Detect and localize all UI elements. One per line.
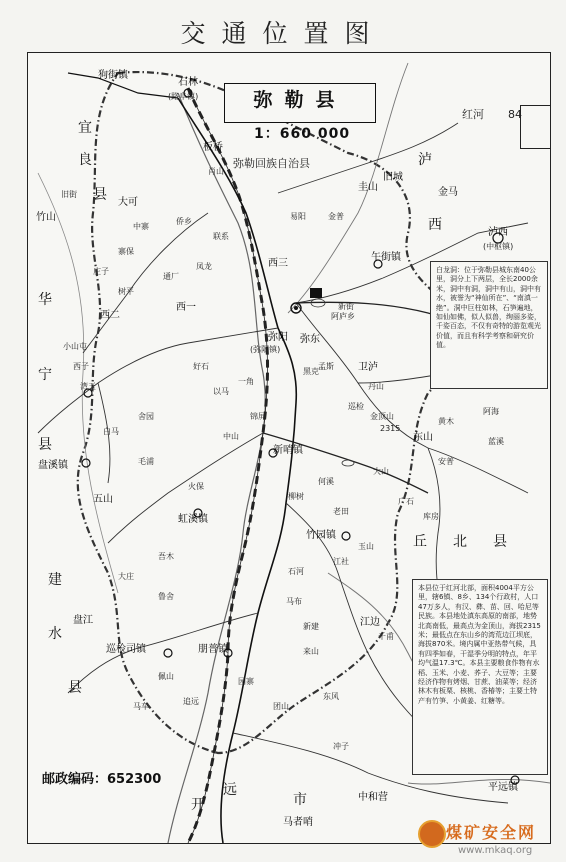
place-label: 小山屯 [63,342,87,351]
highway-main [178,98,296,843]
place-label: 虹溪镇 [178,514,208,525]
place-label: 玉山 [358,542,374,551]
place-label: 何溪 [318,477,334,486]
place-label: 马者哨 [283,817,313,828]
place-label: 湾玉 [80,382,96,391]
watermark-logo-icon [418,820,446,848]
scenic-note-box: 白龙洞：位于弥勒县城东南40公里，洞分上下两层，全长2000余米，洞中有洞，洞中有山，洞中有水，被誉为“神仙所在”、“南滇一绝”。洞中巨柱如林，石笋遍地，如仙如佛，似人似兽，绚丽多姿，千姿百态，不仅有奇特的游览观光价值，而且有科学考察和研究价值。 [430,261,548,389]
corner-box-label: 红河 [462,108,484,121]
place-label: 阿庐乡 [331,312,355,321]
place-label: 一角 [238,377,254,386]
place-label: 大山 [373,467,389,476]
place-label: 盘溪镇 [38,460,68,471]
place-label: 佩山 [158,672,174,681]
place-label: 舍园 [138,412,154,421]
place-label: 东山 [413,432,433,443]
place-label: 卫泸 [358,362,378,373]
watermark-text: 煤矿安全网 [446,823,537,842]
place-label: 千甫 [378,632,394,641]
place-label: 侨乡 [176,217,192,226]
place-label: 弥阳 [268,332,288,343]
place-label: (中枢镇) [483,242,514,251]
place-label: 来山 [303,647,319,656]
place-label: 弥东 [300,334,320,345]
place-label: 宜 [78,120,92,136]
place-label: 水 [48,626,62,642]
place-label: 华 [38,292,52,308]
title-box [224,83,376,123]
place-label: 泸西 [488,227,508,238]
place-label: 县 [93,187,107,203]
river-south [408,779,550,784]
place-label: 旧街 [61,190,77,199]
place-label: 肖山 [208,167,224,176]
place-label: 东风 [323,692,339,701]
place-label: 新哨镇 [273,445,303,456]
place-label: 弥勒回族自治县 [233,157,310,170]
place-label: 西子 [73,362,89,371]
place-label: 县 [68,680,82,696]
place-label: 庄子 [93,267,109,276]
place-label: 良 [78,152,92,168]
place-label: 孟斯 [318,362,334,371]
place-label: 远 [223,782,237,798]
place-label: 金马 [438,187,458,198]
place-label: 旧城 [383,172,403,183]
place-label: 北 [453,534,467,550]
page-title: 交通位置图 [180,19,386,48]
place-label: 黑克 [303,367,319,376]
place-label: 开 [191,797,205,813]
place-label: 广石 [398,497,414,506]
place-label: 丘 [413,534,427,550]
place-label: 宁 [38,367,52,383]
place-label: 市 [293,792,307,808]
map-scale: 1：660 000 [254,126,351,142]
place-label: 柳树 [288,492,304,501]
place-label: 中山 [223,432,239,441]
county-name: 弥勒县 [253,89,347,111]
postcode: 邮政编码：652300 [42,772,162,787]
county-overview-box: 本县位于红河北部，面积4004平方公里，辖6镇、8乡、134个行政村，人口47万多人，有汉、彝、苗、回、哈尼等民族。本县地处滇东高原的南部，地势北高南低，最高点为金顶山，海拔2315米；最低点在东山乡的湾荒边江坝底，海拔870米。境内属中亚热带气候，具有四季如春，干湿季分明的特点，年平均气温17.3℃。本县主要粮食作物有水稻、玉米、小麦、荞子、大豆等；主要经济作物有烤烟、甘蔗、油菜等；经济林木有板栗、核桃、香椿等；主要土特产有竹笋、小黄姜、红糖等。 [412,579,548,775]
place-label: 巡检司镇 [106,644,146,655]
place-label: 马布 [286,597,302,606]
place-label: 巡检 [348,402,364,411]
place-label: 平远镇 [488,782,518,793]
place-label: (路阜镇) [168,92,199,101]
place-label: 阿海 [483,407,499,416]
place-label: 火保 [188,482,204,491]
place-label: 黄木 [438,417,454,426]
place-label: 西二 [100,310,120,321]
map-frame [27,52,551,844]
place-label: 以马 [213,387,229,396]
place-label: 石林 [178,77,198,88]
place-label: 好石 [193,362,209,371]
place-label: 马车 [133,702,149,711]
place-label: 凤龙 [196,262,212,271]
corner-box-number: 84 [508,108,522,121]
place-label: 午街镇 [371,252,401,263]
place-label: 蓝溪 [488,437,504,446]
place-label: 通厂 [163,272,179,281]
place-label: 县 [493,534,507,550]
place-label: 寨保 [118,247,134,256]
place-label: 狗街镇 [98,70,128,81]
place-label: 县 [38,437,52,453]
place-label: 盘江 [73,615,93,626]
place-label: 圭山 [358,182,378,193]
place-label: (弥阳镇) [250,345,281,354]
place-label: 石河 [288,567,304,576]
place-label: 团山 [273,702,289,711]
place-label: 大庄 [118,572,134,581]
place-label: 追远 [183,697,199,706]
place-label: 金普 [328,212,344,221]
river-west [38,173,118,593]
place-label: 竹山 [36,212,56,223]
place-label: 西三 [268,258,288,269]
place-label: 树平 [118,287,134,296]
place-label: 新建 [303,622,319,631]
place-label: 吾木 [158,552,174,561]
place-label: 冲子 [333,742,349,751]
place-label: 五山 [93,494,113,505]
river-main [168,93,265,843]
place-label: 安普 [438,457,454,466]
place-label: 江社 [333,557,349,566]
place-label: 2315 [380,424,401,433]
place-label: 竹园镇 [306,530,336,541]
place-label: 大可 [118,197,138,208]
place-label: 西 [428,217,442,233]
place-label: 朋普镇 [198,644,228,655]
watermark [418,820,566,862]
place-label: 中寨 [133,222,149,231]
place-label: 易阳 [290,212,306,221]
place-label: 泸 [418,152,432,168]
place-label: 西一 [176,302,196,313]
place-label: 锦屏 [250,412,266,421]
place-label: 新街 [338,302,354,311]
place-label: 鲁舍 [158,592,174,601]
place-label: 联系 [213,232,229,241]
place-label: 白马 [103,427,119,436]
place-label: 园寨 [238,677,254,686]
place-label: 板桥 [203,142,223,153]
place-label: 江边 [360,617,380,628]
corner-box [520,105,551,149]
place-label: 毛浦 [138,457,154,466]
place-label: 建 [48,572,62,588]
place-label: 丹山 [368,382,384,391]
place-label: 金顶山 [370,412,394,421]
place-label: 老田 [333,507,349,516]
watermark-url: www.mkaq.org [458,845,533,856]
place-label: 库房 [423,512,439,521]
place-label: 中和营 [358,792,388,803]
